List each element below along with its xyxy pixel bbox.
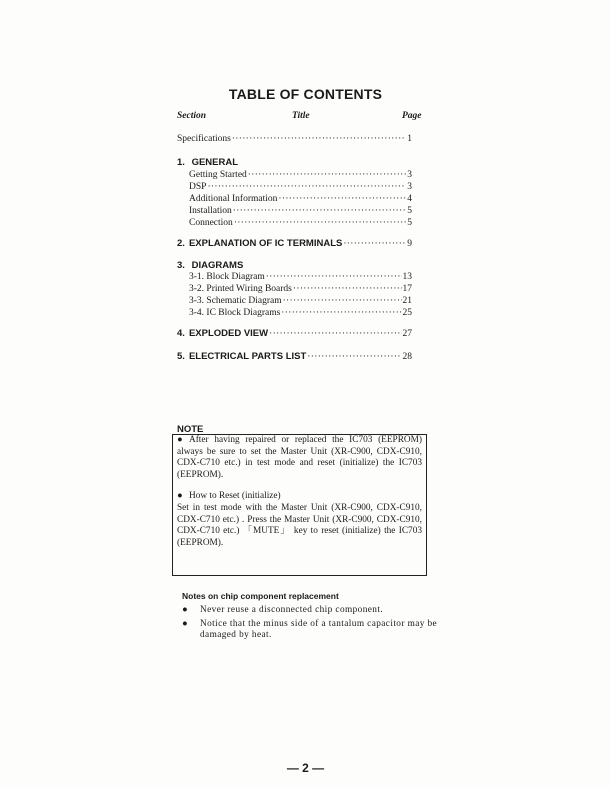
leader-dots xyxy=(232,133,406,145)
toc-entry xyxy=(189,193,412,205)
section-heading-exploded-view xyxy=(177,328,412,340)
bullet-icon: ● xyxy=(177,435,183,445)
note-text: After having repaired or replaced the IC703 (EEPROM) always be sure to set the Master Unit (XR-C900, CDX-C910, CDX-C710 etc.) in test mode and reset (initialize) the IC703 (EEPROM). xyxy=(177,435,422,480)
page-number: — 2 — xyxy=(286,761,325,775)
toc-entry-label: 3-3. Schematic Diagram xyxy=(189,296,282,306)
note-paragraph-2: Set in test mode with the Master Unit (XR-C900, CDX-C910, CDX-C710 etc.) . Press the Master Unit (XR-C900, CDX-C910, CDX-C710 etc.) 「MUTE」 key to reset (initialize) the IC703 (EEPROM). xyxy=(177,502,422,548)
section-number: 4. xyxy=(177,328,185,339)
toc-entry-label: Connection xyxy=(189,218,233,228)
leader-dots xyxy=(293,283,402,295)
bullet-icon: ● xyxy=(182,618,189,629)
note-label: NOTE xyxy=(177,424,204,435)
section-name: ELECTRICAL PARTS LIST xyxy=(188,351,307,362)
header-section: Section xyxy=(177,111,207,121)
chip-notes-list xyxy=(182,605,442,642)
leader-dots xyxy=(269,328,401,340)
section-name: GENERAL xyxy=(191,157,239,168)
note-paragraph-1 xyxy=(177,435,422,481)
toc-entry-page: 25 xyxy=(402,308,412,318)
toc-entry-page: 3 xyxy=(407,182,412,192)
list-item xyxy=(182,619,442,642)
leader-dots xyxy=(281,307,401,319)
toc-entry-page: 21 xyxy=(402,296,412,306)
section-number: 2. xyxy=(177,238,185,249)
toc-entry-label: 3-1. Block Diagram xyxy=(189,272,265,282)
toc-entry-page: 1 xyxy=(407,134,412,144)
leader-dots xyxy=(278,193,406,205)
toc-entry-page: 28 xyxy=(402,352,412,362)
leader-dots xyxy=(266,271,402,283)
list-item-text: Notice that the minus side of a tantalum capacitor may be damaged by heat. xyxy=(200,618,438,640)
toc-entry-page: 3 xyxy=(407,170,412,180)
toc-entry-page: 4 xyxy=(407,194,412,204)
leader-dots xyxy=(283,295,402,307)
leader-dots xyxy=(343,238,406,250)
toc-entry xyxy=(189,217,412,229)
leader-dots xyxy=(307,351,401,363)
toc-entry xyxy=(189,283,412,295)
toc-entry xyxy=(189,271,412,283)
section-number: 3. xyxy=(177,260,185,271)
section-number: 5. xyxy=(177,351,185,362)
toc-entry-label: Additional Information xyxy=(189,194,278,204)
toc-entry-specifications xyxy=(177,133,412,145)
toc-entry xyxy=(189,295,412,307)
bullet-icon: ● xyxy=(177,491,183,502)
section-heading-electrical-parts-list xyxy=(177,351,412,363)
toc-entry-label: Installation xyxy=(189,206,232,216)
section-name: DIAGRAMS xyxy=(191,260,244,271)
toc-entry-label: Getting Started xyxy=(189,170,247,180)
toc-entry-label: 3-4. IC Block Diagrams xyxy=(189,308,281,318)
bullet-icon: ● xyxy=(182,605,189,615)
toc-entry-label: DSP xyxy=(189,182,207,192)
toc-entry-page: 27 xyxy=(402,329,412,339)
section-heading-general xyxy=(177,157,238,169)
list-item-text: Never reuse a disconnected chip component. xyxy=(200,605,384,615)
toc-entry xyxy=(189,307,412,319)
chip-notes-title: Notes on chip component replacement xyxy=(182,591,339,601)
toc-entry-page: 13 xyxy=(402,272,412,282)
toc-entry-label: Specifications xyxy=(177,134,231,144)
toc-entry-label: 3-2. Printed Wiring Boards xyxy=(189,284,292,294)
section-number: 1. xyxy=(177,157,185,168)
section-name: EXPLANATION OF IC TERMINALS xyxy=(188,238,343,249)
list-item xyxy=(182,605,442,617)
note-text: How to Reset (initialize) xyxy=(189,491,281,502)
note-paragraph-2-title xyxy=(177,491,422,503)
toc-entry-page: 17 xyxy=(402,284,412,294)
toc-entry-page: 9 xyxy=(407,239,412,249)
note-box xyxy=(172,434,427,576)
toc-entry xyxy=(189,205,412,217)
leader-dots xyxy=(234,217,406,229)
leader-dots xyxy=(248,169,406,181)
page-title: TABLE OF CONTENTS xyxy=(228,86,383,102)
section-name: EXPLODED VIEW xyxy=(188,328,269,339)
toc-entry xyxy=(189,169,412,181)
toc-entry-page: 5 xyxy=(407,206,412,216)
toc-entry-page: 5 xyxy=(407,218,412,228)
leader-dots xyxy=(233,205,407,217)
leader-dots xyxy=(207,181,406,193)
section-heading-ic-terminals xyxy=(177,238,412,250)
header-title: Title xyxy=(292,111,310,121)
header-page: Page xyxy=(402,111,422,121)
toc-entry xyxy=(189,181,412,193)
